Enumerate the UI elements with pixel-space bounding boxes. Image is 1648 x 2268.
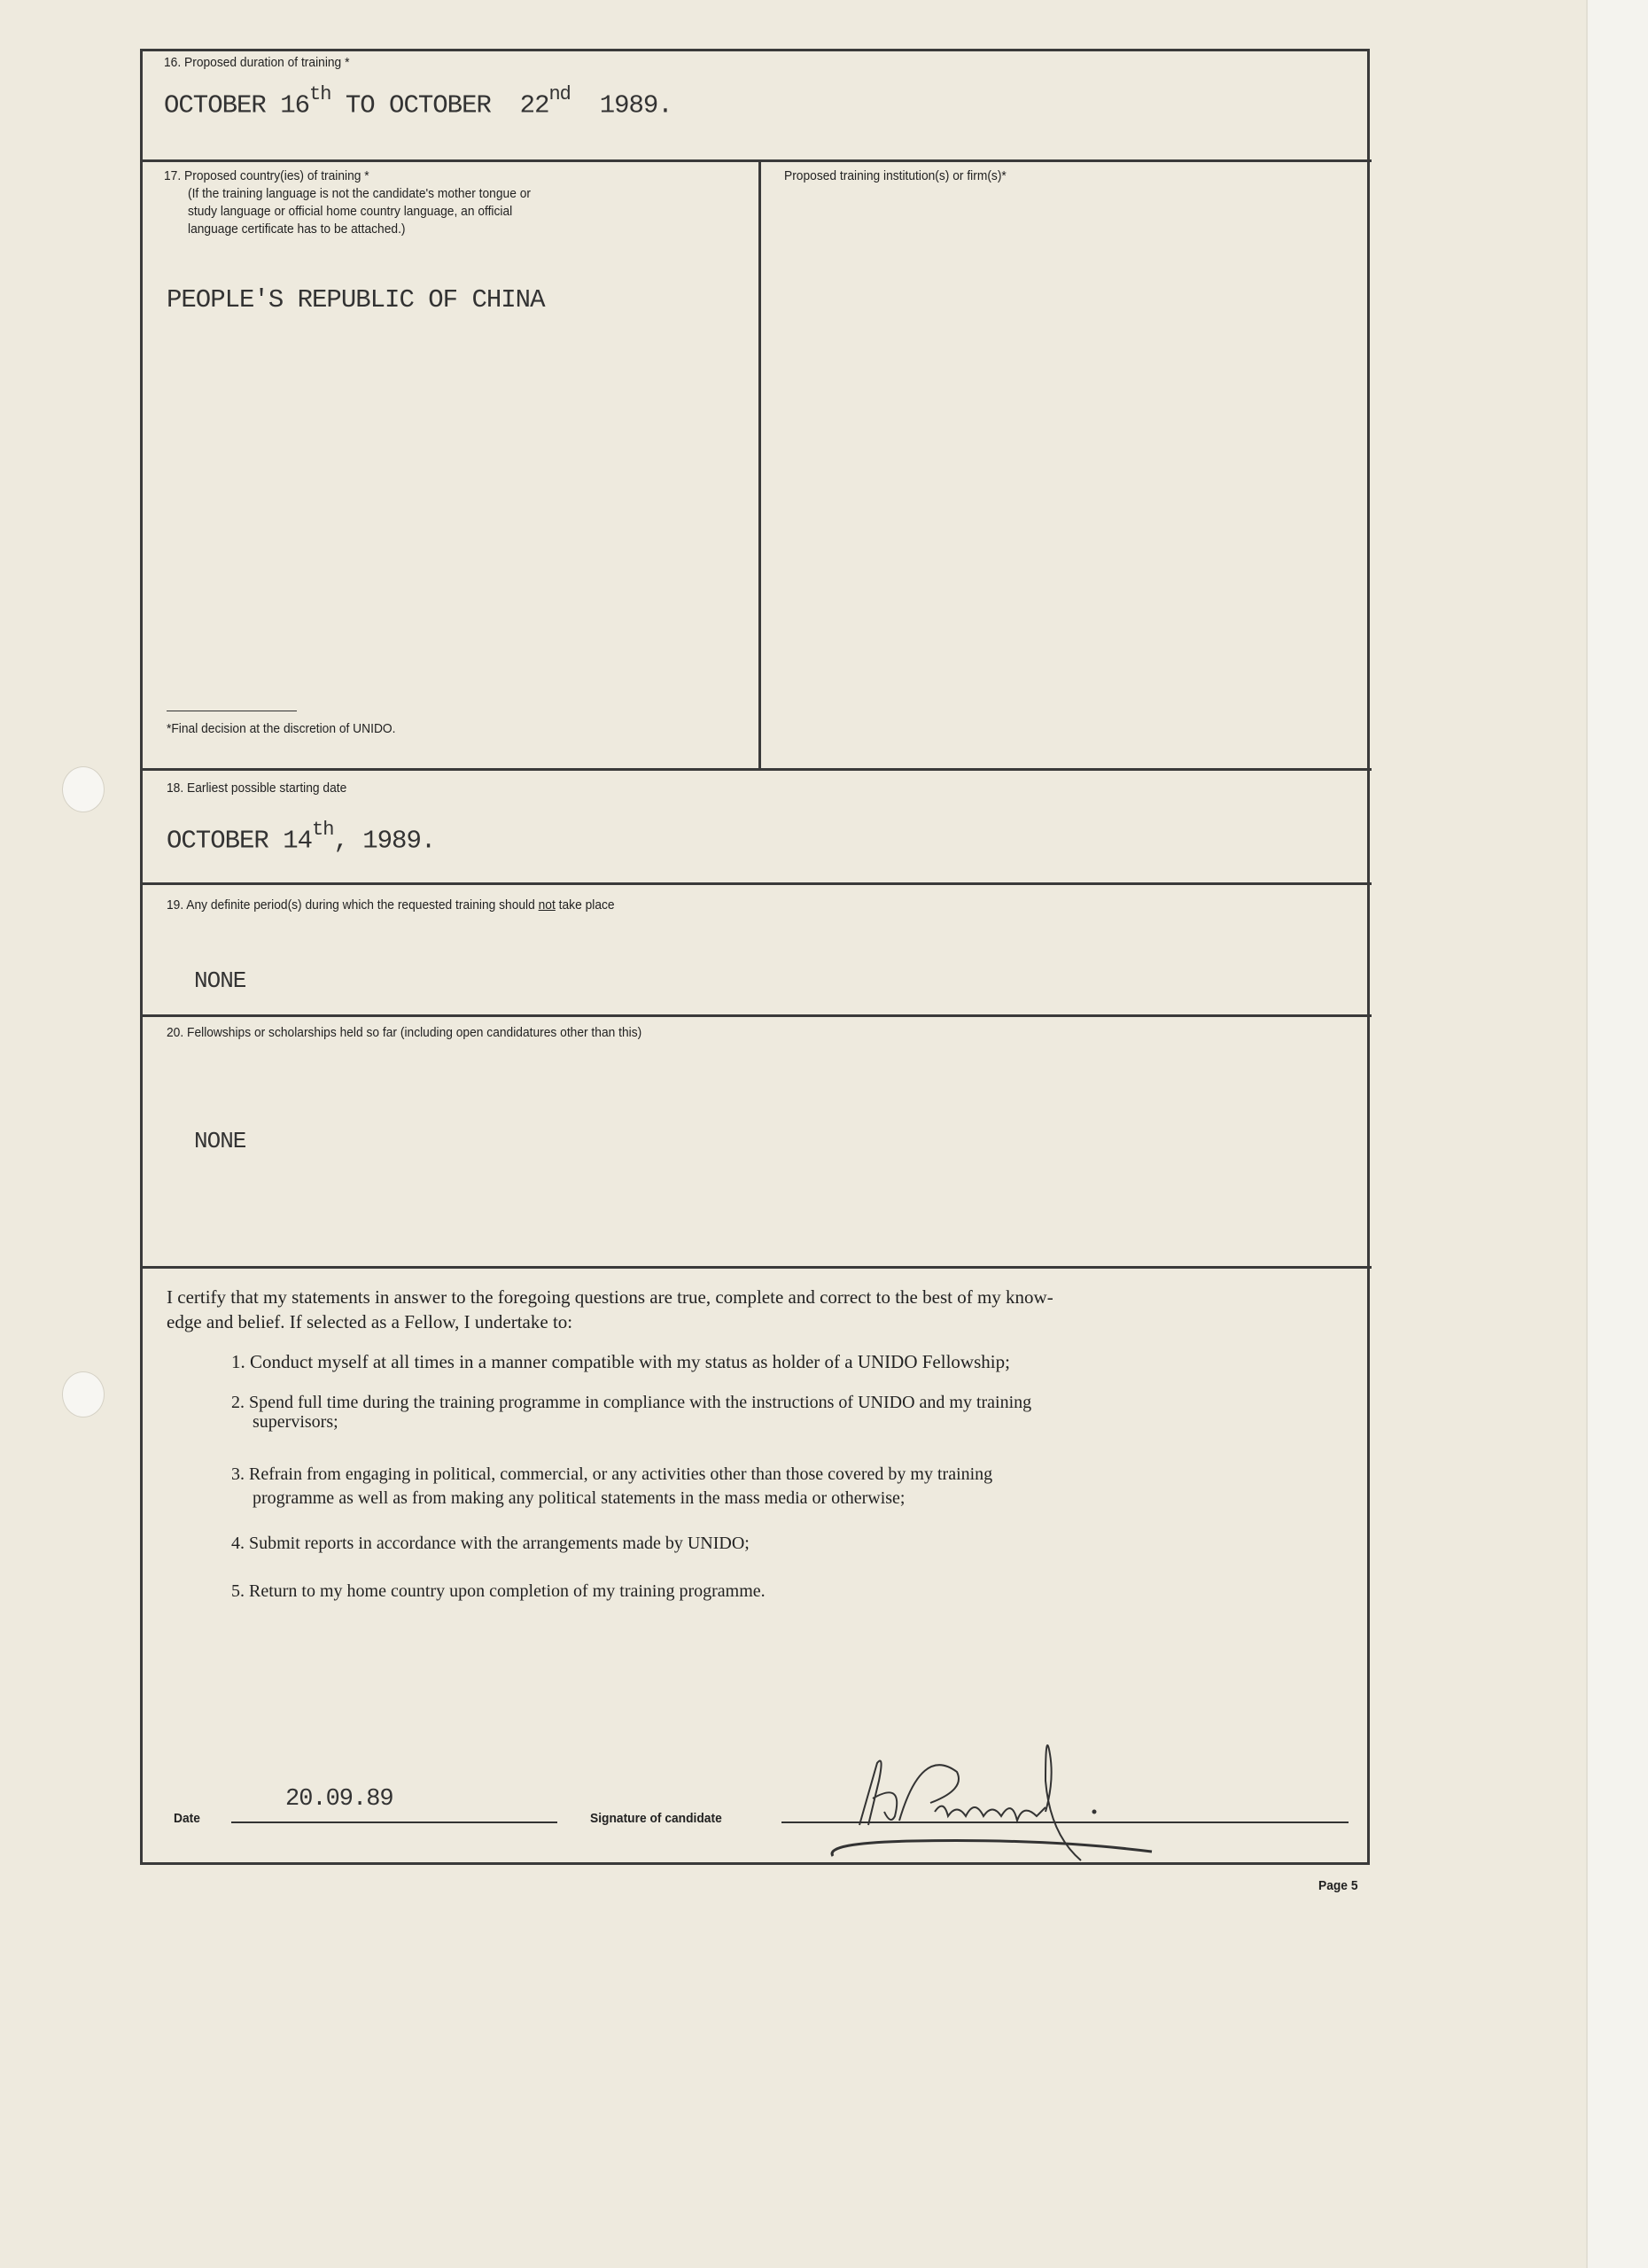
undertaking-item: supervisors; bbox=[253, 1412, 338, 1432]
date-label: Date bbox=[174, 1811, 200, 1826]
q17-note-line: (If the training language is not the candidate's mother tongue or bbox=[188, 186, 531, 201]
certification-text: edge and belief. If selected as a Fellow, I undertake to: bbox=[167, 1311, 573, 1332]
undertaking-item: 5. Return to my home country upon completion of my training programme. bbox=[231, 1581, 766, 1601]
divider bbox=[140, 159, 1372, 162]
page-number: Page 5 bbox=[1318, 1878, 1358, 1893]
page-edge bbox=[1586, 0, 1648, 2268]
q18-label: 18. Earliest possible starting date bbox=[167, 781, 347, 796]
date-line bbox=[231, 1821, 557, 1823]
q17-note-line: study language or official home country language, an official bbox=[188, 204, 513, 219]
undertaking-item: 4. Submit reports in accordance with the arrangements made by UNIDO; bbox=[231, 1534, 750, 1553]
q20-value: NONE bbox=[194, 1128, 246, 1154]
signature-image bbox=[780, 1728, 1205, 1869]
q17-note-line: language certificate has to be attached.) bbox=[188, 221, 406, 237]
q19-value: NONE bbox=[194, 967, 246, 994]
divider bbox=[140, 768, 1372, 771]
undertaking-item: 2. Spend full time during the training programme in compliance with the instructions of UNIDO and my training bbox=[231, 1393, 1032, 1412]
divider bbox=[140, 1266, 1372, 1269]
q17-value: PEOPLE'S REPUBLIC OF CHINA bbox=[167, 285, 545, 315]
undertaking-item: 1. Conduct myself at all times in a manner compatible with my status as holder of a UNIDO Fellowship; bbox=[231, 1351, 1010, 1372]
divider bbox=[140, 1014, 1372, 1017]
undertaking-item: 3. Refrain from engaging in political, commercial, or any activities other than those covered by my training bbox=[231, 1464, 993, 1484]
signature-label: Signature of candidate bbox=[590, 1811, 722, 1826]
divider bbox=[140, 882, 1372, 885]
certification-text: I certify that my statements in answer to the foregoing questions are true, complete and correct to the best of my know- bbox=[167, 1286, 1053, 1308]
institution-label: Proposed training institution(s) or firm(s)* bbox=[784, 168, 1007, 183]
undertaking-item: programme as well as from making any political statements in the mass media or otherwise; bbox=[253, 1488, 906, 1508]
date-value: 20.09.89 bbox=[285, 1786, 393, 1813]
q20-label: 20. Fellowships or scholarships held so far (including open candidatures other than this) bbox=[167, 1025, 642, 1040]
q17-label: 17. Proposed country(ies) of training * bbox=[164, 168, 369, 183]
punch-hole bbox=[62, 766, 105, 812]
q17-footnote: *Final decision at the discretion of UNIDO. bbox=[167, 721, 396, 736]
punch-hole bbox=[62, 1371, 105, 1418]
column-divider bbox=[758, 159, 761, 768]
q16-value: OCTOBER 16th TO OCTOBER 22nd 1989. bbox=[164, 83, 672, 120]
q18-value: OCTOBER 14th, 1989. bbox=[167, 819, 436, 856]
q19-label: 19. Any definite period(s) during which the requested training should not take place bbox=[167, 897, 615, 913]
q16-label: 16. Proposed duration of training * bbox=[164, 55, 350, 70]
